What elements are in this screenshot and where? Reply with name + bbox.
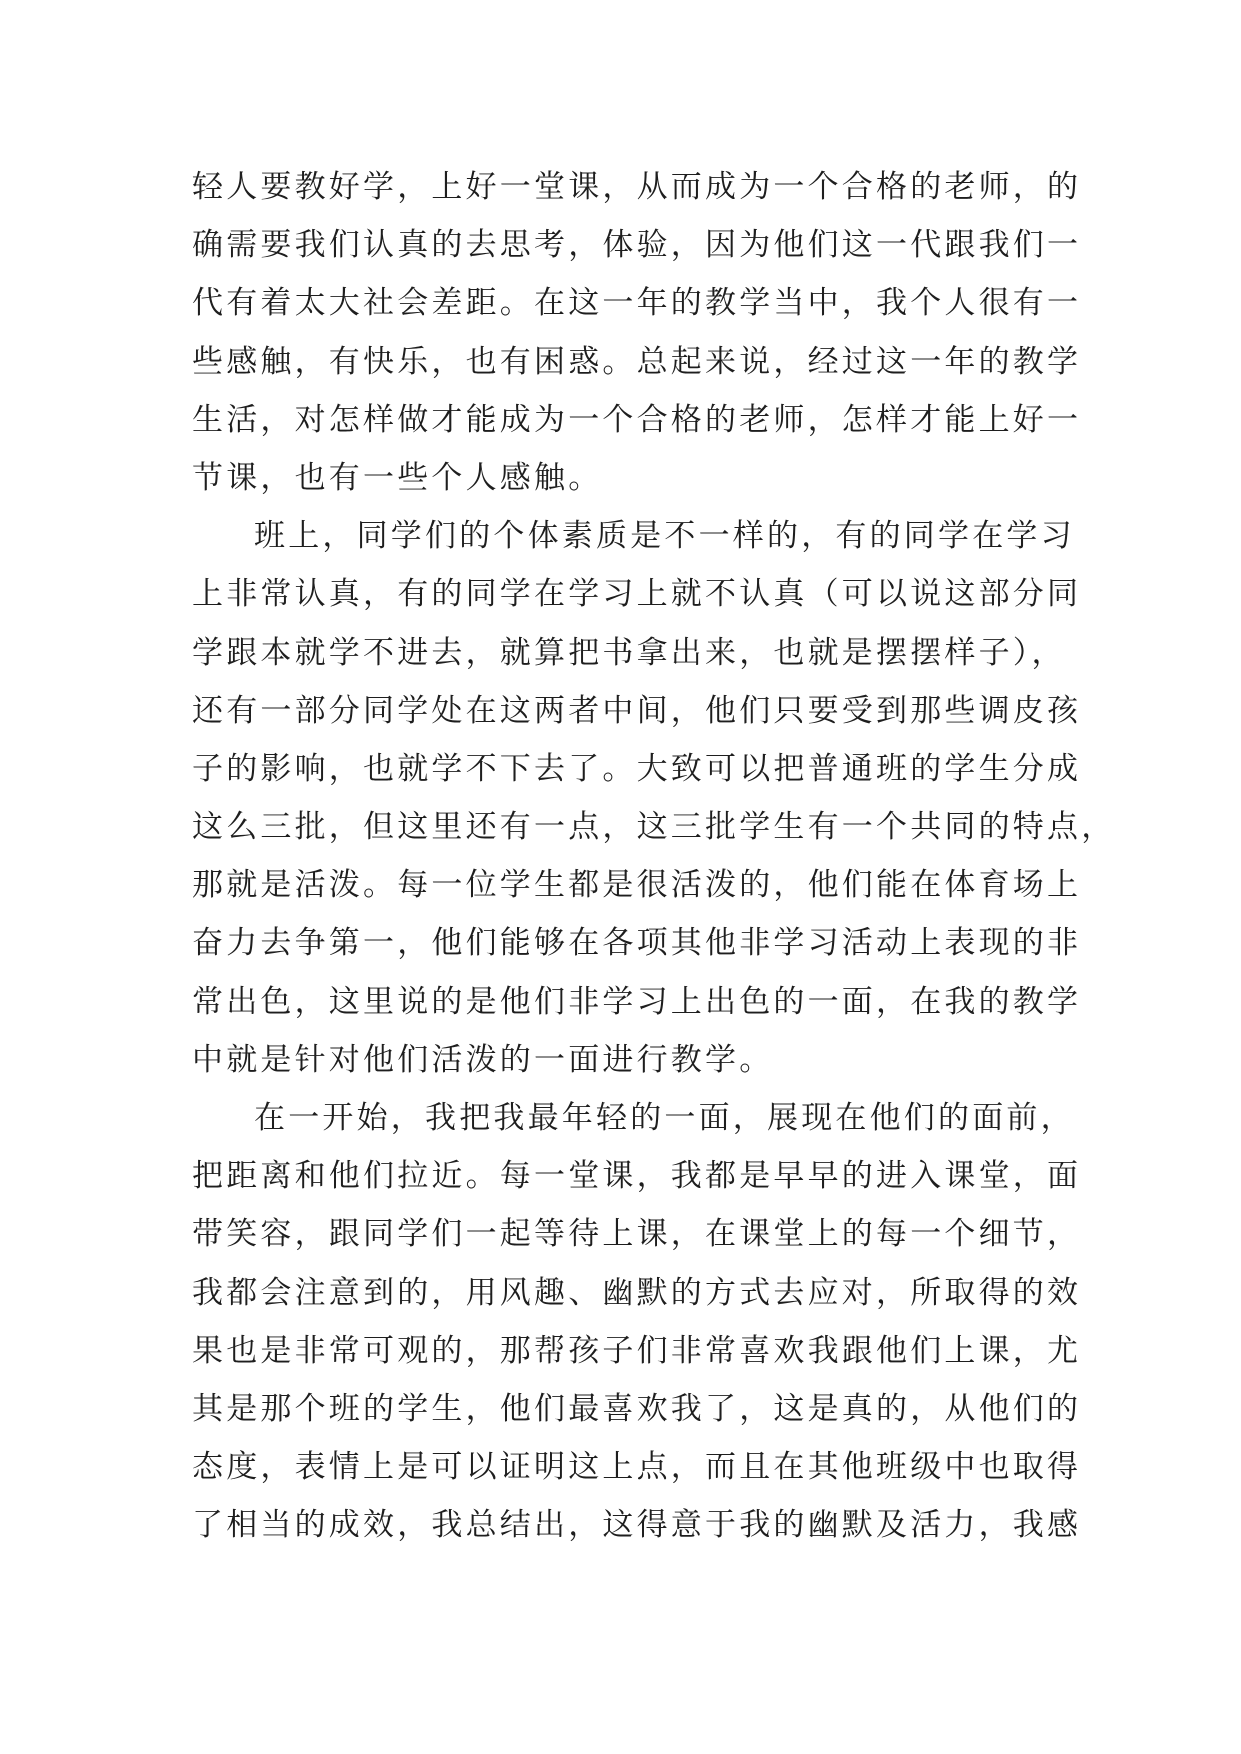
text-line: 奋力去争第一，他们能够在各项其他非学习活动上表现的非 [192,925,1082,962]
text-line: 代有着太大社会差距。在这一年的教学当中，我个人很有一 [192,285,1082,322]
text-line: 其是那个班的学生，他们最喜欢我了，这是真的，从他们的 [192,1390,1082,1427]
text-line: 常出色，这里说的是他们非学习上出色的一面，在我的教学 [192,983,1082,1020]
text-line: 还有一部分同学处在这两者中间，他们只要受到那些调皮孩 [192,692,1082,729]
text-line: 果也是非常可观的，那帮孩子们非常喜欢我跟他们上课，尤 [192,1332,1082,1369]
text-line: 那就是活泼。每一位学生都是很活泼的，他们能在体育场上 [192,867,1082,904]
text-line: 上非常认真，有的同学在学习上就不认真（可以说这部分同 [192,576,1082,613]
text-line: 在一开始，我把我最年轻的一面，展现在他们的面前， [254,1100,1075,1136]
text-line: 学跟本就学不进去，就算把书拿出来，也就是摆摆样子）， [192,634,1066,671]
text-line: 些感触，有快乐，也有困惑。总起来说，经过这一年的教学 [192,343,1082,380]
text-line: 生活，对怎样做才能成为一个合格的老师，怎样才能上好一 [192,401,1082,438]
text-line: 子的影响，也就学不下去了。大致可以把普通班的学生分成 [192,750,1082,787]
text-line: 班上，同学们的个体素质是不一样的，有的同学在学习 [254,518,1075,555]
text-line: 节课，也有一些个人感触。 [192,459,603,496]
text-line: 态度，表情上是可以证明这上点，而且在其他班级中也取得 [192,1449,1082,1486]
text-line: 带笑容，跟同学们一起等待上课，在课堂上的每一个细节， [192,1216,1082,1253]
text-line: 确需要我们认真的去思考，体验，因为他们这一代跟我们一 [192,227,1082,264]
text-line: 把距离和他们拉近。每一堂课，我都是早早的进入课堂，面 [192,1158,1082,1195]
text-line: 这么三批，但这里还有一点，这三批学生有一个共同的特点， [192,809,1116,846]
text-line: 了相当的成效，我总结出，这得意于我的幽默及活力，我感 [192,1507,1082,1544]
text-line: 中就是针对他们活泼的一面进行教学。 [192,1041,774,1078]
body-text [192,158,1116,1555]
text-line: 我都会注意到的，用风趣、幽默的方式去应对，所取得的效 [192,1274,1082,1311]
text-line: 轻人要教好学，上好一堂课，从而成为一个合格的老师，的 [192,169,1082,205]
